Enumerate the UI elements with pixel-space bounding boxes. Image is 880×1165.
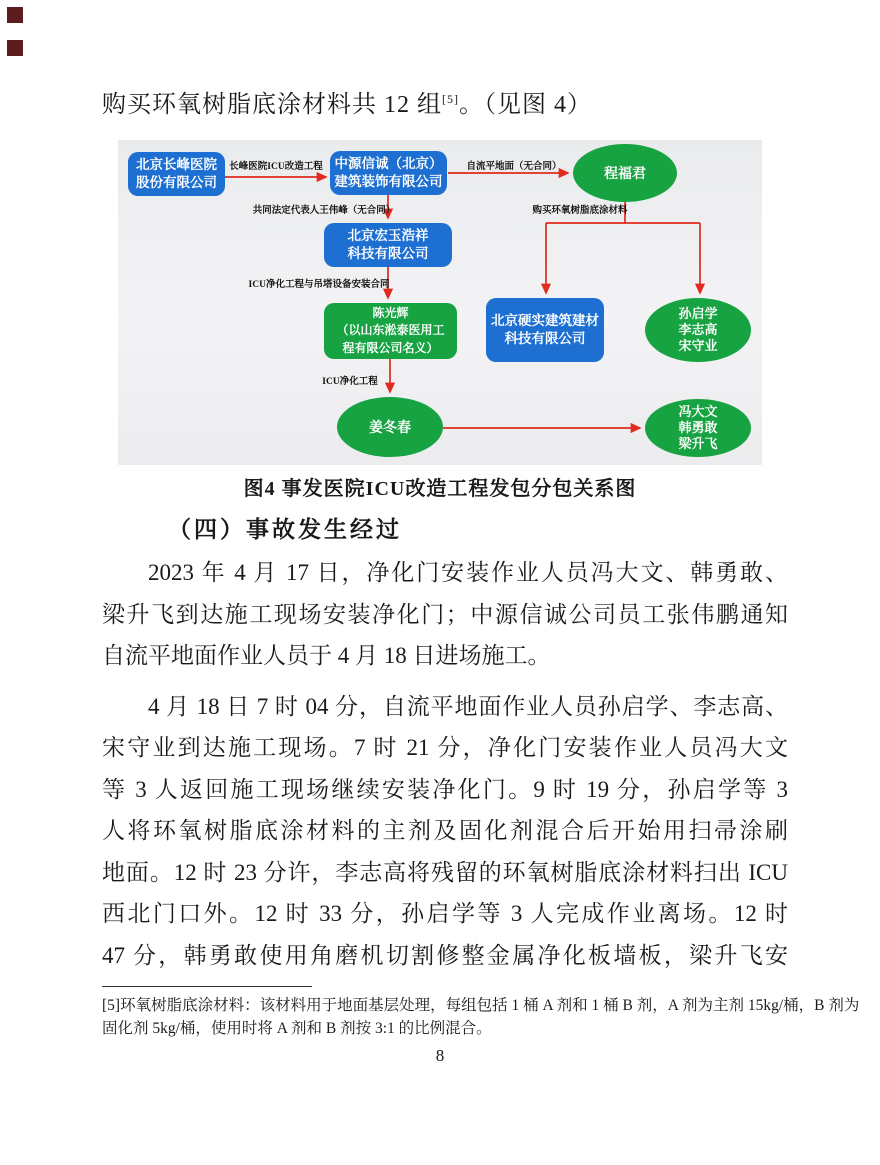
paragraph bbox=[102, 686, 788, 977]
node-changfeng-hospital bbox=[128, 152, 225, 196]
intro-text: 购买环氧树脂底涂材料共 12 组 bbox=[102, 92, 442, 118]
text-line: 冯大文 bbox=[678, 403, 718, 419]
text-line: 科技有限公司 bbox=[504, 331, 586, 346]
text-line: 47 分，韩勇敢使用角磨机切割修整金属净化板墙板，梁升飞安 bbox=[102, 942, 788, 968]
text-line: 宋守业到达施工现场。7 时 21 分，净化门安装作业人员冯大文 bbox=[102, 735, 788, 760]
intro-text-after: 。（见图 4） bbox=[459, 92, 592, 118]
node-zhongyuan-xincheng bbox=[330, 151, 447, 195]
text-line: 北京宏玉浩祥 bbox=[347, 227, 429, 243]
footnote bbox=[102, 995, 860, 1040]
section-heading: （四）事故发生经过 bbox=[168, 517, 402, 542]
edge-label-purification-contract: ICU净化工程与吊塔设备安装合同 bbox=[248, 280, 390, 290]
text-line: 自流平地面作业人员于 4 月 18 日进场施工。 bbox=[102, 643, 551, 668]
text-line: 陈光辉 bbox=[372, 305, 409, 320]
footnote-reference: [5] bbox=[442, 92, 459, 106]
edge-label-icu-renovation: 长峰医院ICU改造工程 bbox=[229, 162, 323, 172]
corner-mark bbox=[7, 7, 23, 23]
figure-caption: 图4 事发医院ICU改造工程发包分包关系图 bbox=[243, 478, 637, 500]
text-line: 等 3 人返回施工现场继续安装净化门。9 时 19 分，孙启学等 3 bbox=[102, 776, 788, 802]
text-line: 股份有限公司 bbox=[136, 175, 217, 190]
text-line: 姜冬春 bbox=[369, 418, 411, 435]
node-jiang-dongchun bbox=[337, 397, 443, 457]
text-line: 西北门口外。12 时 33 分，孙启学等 3 人完成作业离场。12 时 bbox=[102, 901, 788, 926]
text-line: [5]环氧树脂底涂材料：该材料用于地面基层处理，每组包括 1 桶 A 剂和 1 桶 B 剂，A 剂为主剂 15kg/桶，B 剂为 bbox=[102, 997, 860, 1014]
text-line: （以山东淞泰医用工 bbox=[336, 323, 445, 338]
text-line: 北京硬实建筑建材 bbox=[491, 312, 599, 328]
text-line: 4 月 18 日 7 时 04 分，自流平地面作业人员孙启学、李志高、 bbox=[148, 693, 788, 719]
text-line: 北京长峰医院 bbox=[136, 156, 217, 172]
text-line: 固化剂 5kg/桶，使用时将 A 剂和 B 剂按 3:1 的比例混合。 bbox=[102, 1019, 492, 1037]
edge-label-selfleveling-floor: 自流平地面（无合同） bbox=[466, 162, 562, 172]
node-feng-group bbox=[645, 399, 751, 457]
text-line: 人将环氧树脂底涂材料的主剂及固化剂混合后开始用扫帚涂刷 bbox=[102, 818, 788, 843]
text-line: 中源信诚（北京） bbox=[334, 155, 443, 171]
edge-label-purchase-epoxy: 购买环氧树脂底涂材料 bbox=[532, 206, 628, 216]
text-line: 宋守业 bbox=[678, 338, 718, 354]
node-hongyu-haoxiang bbox=[324, 223, 452, 267]
text-line: 孙启学 bbox=[678, 305, 718, 321]
node-sun-group bbox=[645, 298, 751, 362]
text-line: 科技有限公司 bbox=[347, 246, 429, 261]
footnote-separator bbox=[102, 986, 312, 987]
paragraph bbox=[102, 552, 788, 677]
text-line: 梁升飞 bbox=[678, 436, 718, 452]
text-line: 李志高 bbox=[678, 321, 718, 337]
corner-mark bbox=[7, 40, 23, 56]
text-line: 程有限公司名义） bbox=[342, 340, 439, 355]
node-yingshi-building-materials bbox=[486, 298, 604, 362]
edge-label-common-legal-rep: 共同法定代表人王伟峰（无合同） bbox=[252, 206, 396, 216]
figure4-diagram bbox=[118, 140, 762, 465]
page-number: 8 bbox=[435, 1046, 445, 1065]
node-cheng-fujun bbox=[573, 144, 677, 202]
text-line: 建筑装饰有限公司 bbox=[334, 174, 443, 189]
body-text bbox=[102, 552, 788, 976]
text-line: 韩勇敢 bbox=[678, 419, 718, 435]
intro-paragraph bbox=[102, 84, 792, 119]
edge-label-icu-purification: ICU净化工程 bbox=[322, 377, 378, 387]
text-line: 程福君 bbox=[604, 164, 646, 181]
node-chen-guanghui bbox=[324, 303, 457, 359]
text-line: 地面。12 时 23 分许，李志高将残留的环氧树脂底涂材料扫出 ICU bbox=[102, 859, 788, 885]
text-line: 2023 年 4 月 17 日，净化门安装作业人员冯大文、韩勇敢、 bbox=[148, 560, 788, 585]
text-line: 梁升飞到达施工现场安装净化门；中源信诚公司员工张伟鹏通知 bbox=[102, 601, 788, 627]
